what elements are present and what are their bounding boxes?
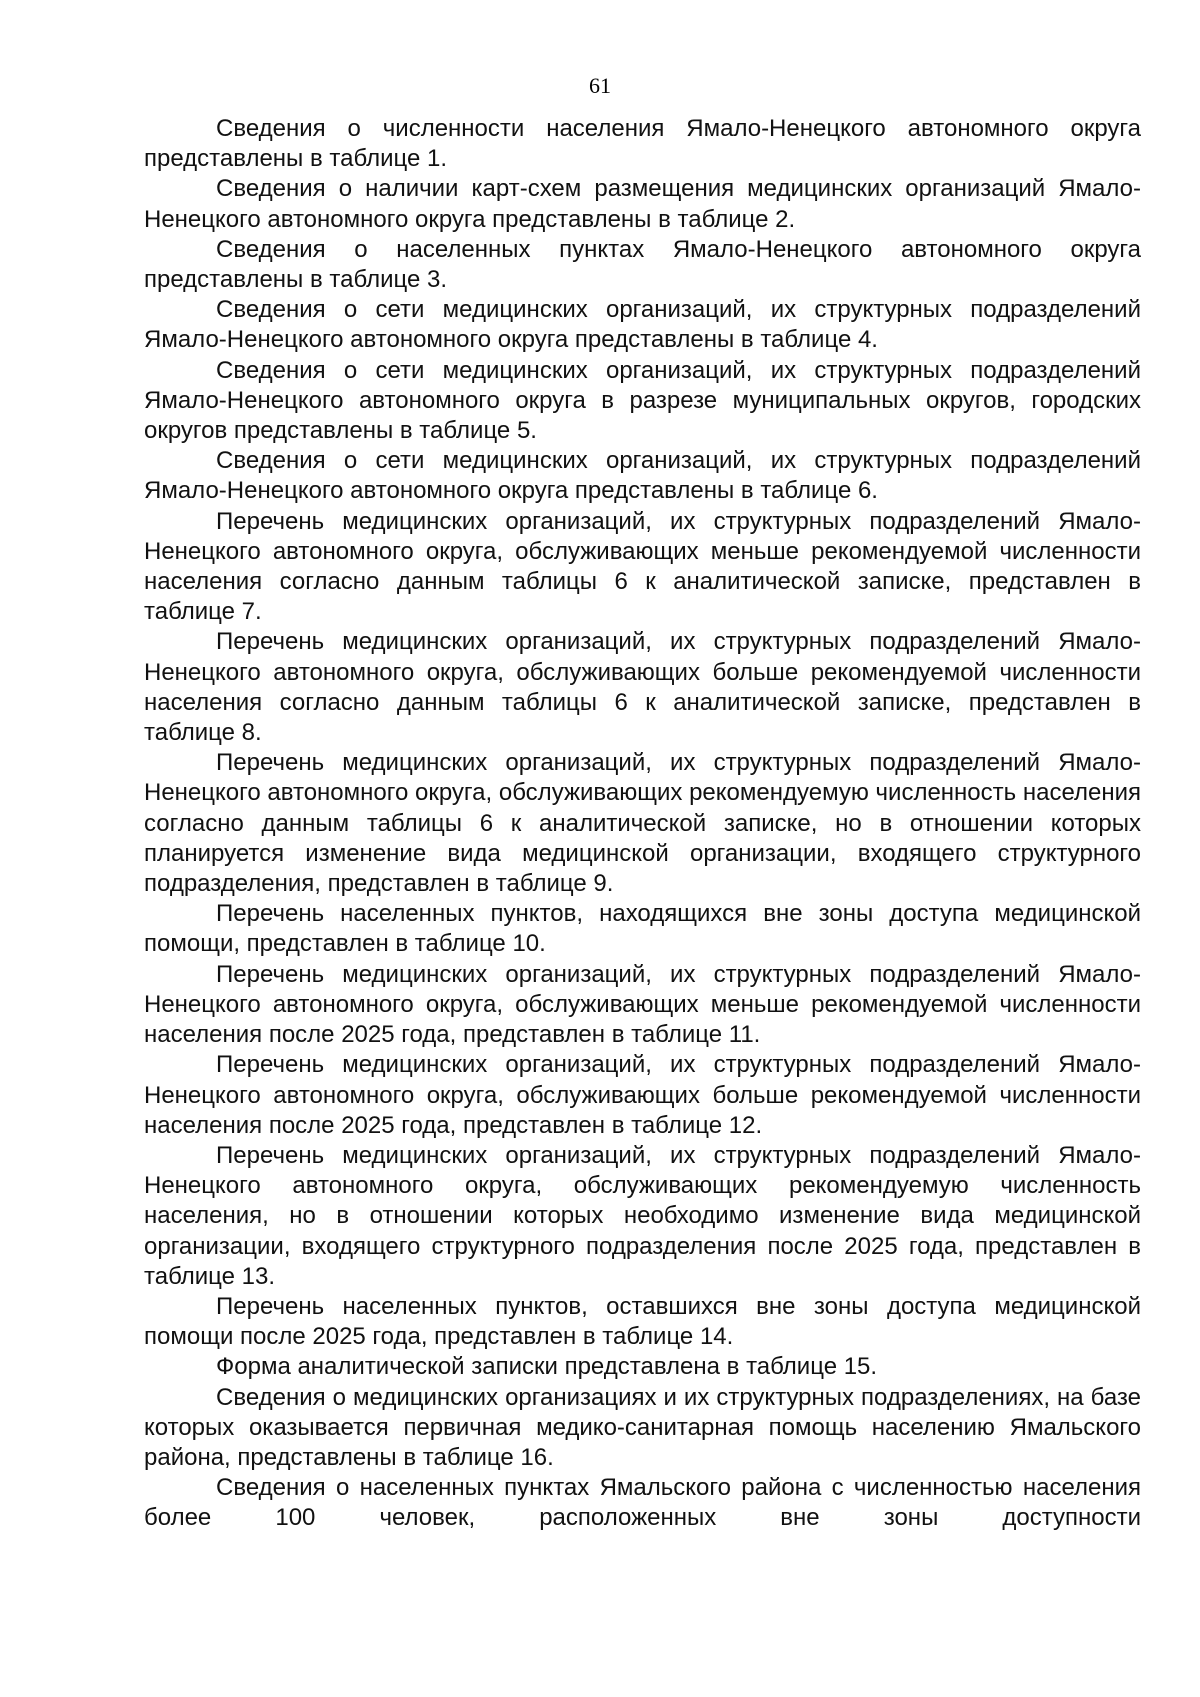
- paragraph: Перечень медицинских организаций, их структурных подразделений Ямало-Ненецкого автономного округа, обслуживающих меньше рекомендуемой численности населения после 2025 года, представлен в таблице 11.: [144, 960, 1141, 1049]
- page-number: 61: [589, 73, 611, 98]
- paragraph: Перечень медицинских организаций, их структурных подразделений Ямало-Ненецкого автономного округа, обслуживающих больше рекомендуемой численности населения согласно данным таблицы 6 к аналитической записке, представлен в таблице 8.: [144, 628, 1141, 747]
- paragraph: Сведения о сети медицинских организаций, их структурных подразделений Ямало-Ненецкого автономного округа в разрезе муниципальных округов, городских округов представлены в таблице 5.: [144, 356, 1141, 445]
- paragraph: Сведения о населенных пунктах Ямальского района с численностью населения более 100 человек, расположенных вне зоны доступности: [144, 1474, 1141, 1532]
- paragraph: Сведения о сети медицинских организаций, их структурных подразделений Ямало-Ненецкого автономного округа представлены в таблице 6.: [144, 447, 1141, 505]
- paragraph: Сведения о медицинских организациях и их структурных подразделениях, на базе которых оказывается первичная медико-санитарная помощь населению Ямальского района, представлены в таблице 16.: [144, 1383, 1141, 1471]
- paragraph: Перечень медицинских организаций, их структурных подразделений Ямало-Ненецкого автономного округа, обслуживающих рекомендуемую численность населения согласно данным таблицы 6 к аналитической записке, но в отношении которых планируется изменение вида медицинской организации, входящего структурного подразделения, представлен в таблице 9.: [144, 749, 1141, 898]
- document-body: [144, 114, 1141, 1534]
- paragraph: Перечень медицинских организаций, их структурных подразделений Ямало-Ненецкого автономного округа, обслуживающих меньше рекомендуемой численности населения согласно данным таблицы 6 к аналитической записке, представлен в таблице 7.: [144, 507, 1141, 626]
- paragraph: Перечень медицинских организаций, их структурных подразделений Ямало-Ненецкого автономного округа, обслуживающих больше рекомендуемой численности населения после 2025 года, представлен в таблице 12.: [144, 1051, 1141, 1139]
- paragraph: Форма аналитической записки представлена в таблице 15.: [216, 1353, 878, 1381]
- paragraph: Сведения о сети медицинских организаций, их структурных подразделений Ямало-Ненецкого автономного округа представлены в таблице 4.: [144, 296, 1141, 354]
- paragraph: Сведения о численности населения Ямало-Ненецкого автономного округа представлены в таблице 1.: [144, 115, 1141, 173]
- paragraph: Перечень населенных пунктов, находящихся вне зоны доступа медицинской помощи, представлен в таблице 10.: [144, 900, 1141, 958]
- paragraph: Сведения о наличии карт-схем размещения медицинских организаций Ямало-Ненецкого автономного округа представлены в таблице 2.: [144, 175, 1141, 233]
- paragraph: Сведения о населенных пунктах Ямало-Ненецкого автономного округа представлены в таблице 3.: [144, 235, 1141, 294]
- paragraph: Перечень населенных пунктов, оставшихся вне зоны доступа медицинской помощи после 2025 года, представлен в таблице 14.: [144, 1292, 1141, 1351]
- paragraph: Перечень медицинских организаций, их структурных подразделений Ямало-Ненецкого автономного округа, обслуживающих рекомендуемую численность населения, но в отношении которых необходимо изменение вида медицинской организации, входящего структурного подразделения после 2025 года, представлен в таблице 13.: [144, 1141, 1141, 1290]
